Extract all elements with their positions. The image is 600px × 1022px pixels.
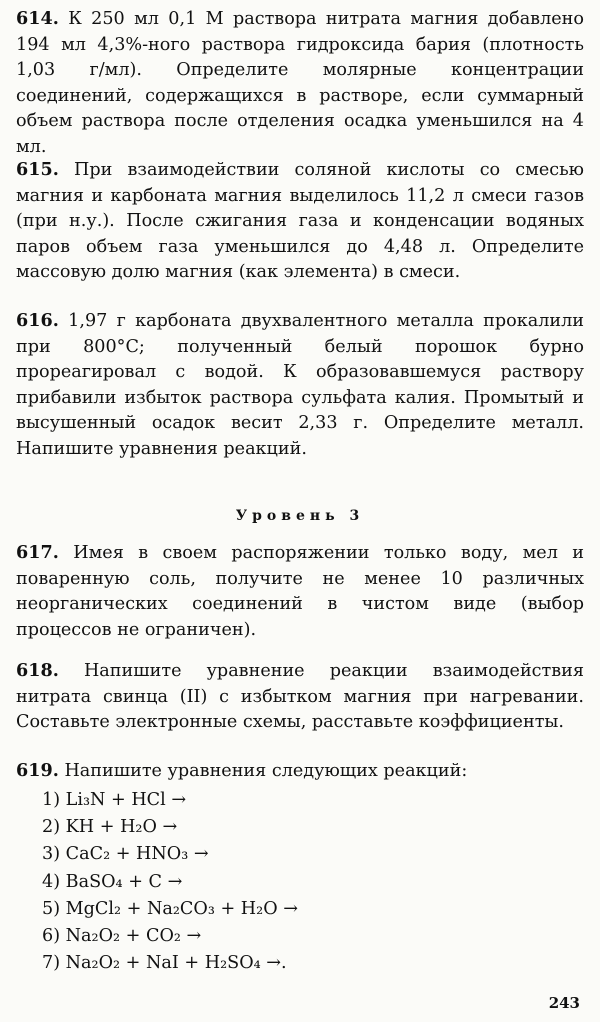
- problem-text: Напишите уравнения следующих реакций:: [64, 761, 468, 781]
- problem-number: 615.: [16, 159, 59, 180]
- problem-text: Напишите уравнение реакции взаимодействия нитрата свинца (II) с избытком магния при нагревании. Составьте электронные схемы, расставьте коэффициенты.: [16, 661, 585, 733]
- reaction-item: 6) Na₂O₂ + CO₂ →: [42, 926, 202, 947]
- reaction-item: 2) KH + H₂O →: [42, 817, 178, 838]
- reaction-item: 5) MgCl₂ + Na₂CO₃ + H₂O →: [42, 898, 298, 919]
- reaction-list: [42, 787, 542, 977]
- problem-number: 616.: [16, 310, 59, 331]
- problem-617: [16, 540, 584, 643]
- problem-618: [16, 658, 584, 736]
- problem-text: К 250 мл 0,1 М раствора нитрата магния добавлено 194 мл 4,3%-ного раствора гидроксида бария (плотность 1,03 г/мл). Определите молярные концентрации соединений, содержащихся в растворе, если суммарный объем раствора после отделения осадка уменьшился на 4 мл.: [16, 9, 584, 157]
- level-heading: Уровень 3: [235, 508, 365, 524]
- problem-614: [16, 6, 584, 161]
- page-number: 243: [548, 994, 580, 1012]
- problem-number: 614.: [16, 8, 59, 29]
- reaction-item: 7) Na₂O₂ + NaI + H₂SO₄ →.: [42, 953, 287, 974]
- problem-text: При взаимодействии соляной кислоты со смесью магния и карбоната магния выделилось 11,2 л смеси газов (при н.у.). После сжигания газа и конденсации водяных паров объем газа уменьшился до 4,48 л. Определите массовую долю магния (как элемента) в смеси.: [16, 160, 584, 283]
- problem-616: [16, 308, 584, 463]
- problem-number: 618.: [16, 660, 59, 681]
- reaction-item: 1) Li₃N + HCl →: [42, 790, 187, 810]
- problem-number: 619.: [16, 760, 59, 781]
- problem-text: 1,97 г карбоната двухвалентного металла прокалили при 800°С; полученный белый порошок бурно прореагировал с водой. К образовавшемуся раствору прибавили избыток раствора сульфата калия. Промытый и высушенный осадок весит 2,33 г. Определите металл. Напишите уравнения реакций.: [16, 311, 585, 459]
- problem-615: [16, 157, 584, 286]
- problem-619: [16, 758, 584, 785]
- reaction-item: 4) BaSO₄ + C →: [42, 871, 183, 892]
- reaction-item: 3) CaC₂ + HNO₃ →: [42, 844, 209, 865]
- problem-number: 617.: [16, 542, 59, 563]
- problem-text: Имея в своем распоряжении только воду, мел и поваренную соль, получите не менее 10 различных неорганических соединений в чистом виде (выбор процессов не ограничен).: [16, 543, 584, 640]
